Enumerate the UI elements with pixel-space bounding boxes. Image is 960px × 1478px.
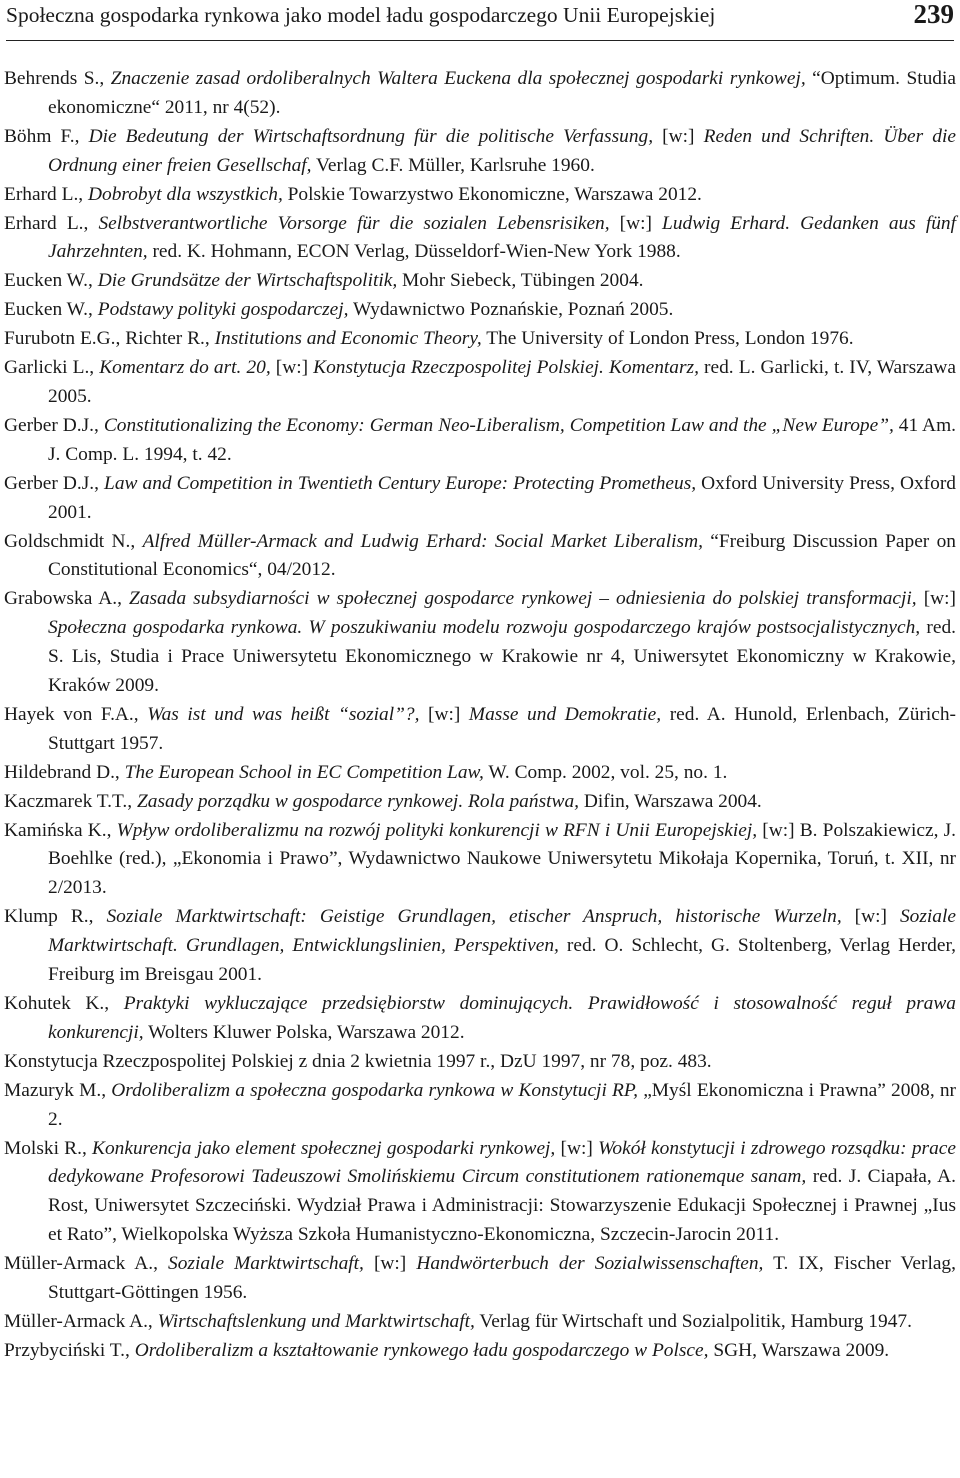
reference-entry-gerber1 <box>4 412 956 470</box>
reference-text: Verlag C.F. Müller, Karlsruhe 1960. <box>311 154 595 176</box>
reference-title: Die Bedeutung der Wirtschaftsordnung für die politische Verfassung, <box>88 125 654 147</box>
reference-entry-behrends <box>4 65 956 123</box>
reference-text: Hayek von F.A., <box>4 703 148 725</box>
reference-entry-eucken2 <box>4 296 956 325</box>
reference-entry-erhard1 <box>4 181 956 210</box>
reference-title: Ordoliberalizm a kształtowanie rynkowego ładu gospodarczego w Polsce, <box>134 1339 709 1361</box>
reference-entry-eucken1 <box>4 267 956 296</box>
reference-text: Mohr Siebeck, Tübingen 2004. <box>397 270 644 292</box>
reference-title: Społeczna gospodarka rynkowa. W poszukiwaniu modelu rozwoju gospodarczego krajów postsocjalistycznych, <box>48 617 921 639</box>
reference-text: Erhard L., <box>4 212 99 234</box>
page-header <box>6 0 954 41</box>
reference-text: [w:] <box>653 125 704 147</box>
reference-entry-furubotn <box>4 325 956 354</box>
reference-text: red. A. Hunold, Erlenbach, Zürich-Stuttgart 1957. <box>48 703 956 754</box>
reference-entry-kohutek <box>4 990 956 1048</box>
reference-title: The European School in EC Competition Law, <box>124 761 484 783</box>
reference-text: Molski R., <box>4 1137 93 1159</box>
reference-text: [w:] <box>916 588 957 610</box>
reference-text: [w:] <box>609 212 663 234</box>
reference-text: T. IX, Fischer Verlag, Stuttgart-Göttingen 1956. <box>48 1253 956 1304</box>
bibliography-list <box>4 65 956 1366</box>
reference-title: Masse und Demokratie, <box>468 703 662 725</box>
reference-title: Was ist und was heißt “sozial”?, <box>147 703 420 725</box>
reference-text: Eucken W., <box>4 299 98 321</box>
reference-title: Konstytucja Rzeczpospolitej Polskiej. Komentarz, <box>313 357 699 379</box>
reference-entry-molski <box>4 1135 956 1251</box>
reference-title: Dobrobyt dla wszystkich, <box>88 183 283 205</box>
reference-text: Klump R., <box>4 906 107 928</box>
reference-text: Difin, Warszawa 2004. <box>579 790 762 812</box>
reference-title: Soziale Marktwirtschaft, <box>168 1253 364 1275</box>
reference-text: Böhm F., <box>4 125 89 147</box>
running-title: Społeczna gospodarka rynkowa jako model ładu gospodarczego Unii Europejskiej <box>6 3 716 27</box>
reference-text: red. O. Schlecht, G. Stoltenberg, Verlag Herder, Freiburg im Breisgau 2001. <box>48 935 957 986</box>
page-number: 239 <box>913 0 954 29</box>
reference-title: Soziale Marktwirtschaft. Grundlagen, Entwicklungslinien, Perspektiven, <box>48 906 956 957</box>
reference-text: “Freiburg Discussion Paper on Constitutional Economics“, 04/2012. <box>48 530 957 581</box>
reference-text: Müller-Armack A., <box>4 1310 158 1332</box>
reference-text: Kohutek K., <box>4 993 124 1014</box>
reference-text: The University of London Press, London 1976. <box>481 328 854 350</box>
reference-text: Wydawnictwo Poznańskie, Poznań 2005. <box>348 299 674 321</box>
reference-title: Institutions and Economic Theory, <box>214 328 482 350</box>
reference-entry-grabowska <box>4 585 956 701</box>
reference-text: red. K. Hohmann, ECON Verlag, Düsseldorf-Wien-New York 1988. <box>147 241 681 263</box>
reference-entry-bohm <box>4 123 956 181</box>
reference-entry-mazuryk <box>4 1077 956 1135</box>
reference-text: [w:] <box>270 357 314 379</box>
reference-text: Kamińska K., <box>4 819 117 841</box>
reference-text: Behrends S. <box>4 68 100 89</box>
reference-entry-garlicki <box>4 354 956 412</box>
reference-entry-goldschmidt <box>4 528 956 586</box>
reference-text: Gerber D.J., <box>4 414 104 436</box>
reference-title: Ludwig Erhard. Gedanken aus fünf Jahrzehnten, <box>48 212 956 263</box>
reference-text: [w:] <box>419 703 469 725</box>
reference-title: Komentarz do art. 20, <box>99 357 271 379</box>
reference-title: Wirtschaftslenkung und Marktwirtschaft, <box>157 1310 475 1332</box>
reference-entry-kaminska <box>4 817 956 904</box>
reference-text: Gerber D.J., <box>4 472 105 494</box>
reference-text: [w:] <box>841 906 900 928</box>
reference-text: Konstytucja Rzeczpospolitej Polskiej z dnia 2 kwietnia 1997 r., DzU 1997, nr 78, poz. 483. <box>4 1050 712 1072</box>
reference-text: Wolters Kluwer Polska, Warszawa 2012. <box>143 1021 465 1043</box>
reference-entry-erhard2 <box>4 210 956 268</box>
reference-text: Verlag für Wirtschaft und Sozialpolitik, Hamburg 1947. <box>474 1310 912 1332</box>
reference-title: Zasady porządku w gospodarce rynkowej. Rola państwa, <box>136 790 579 812</box>
reference-title: Wokół konstytucji i zdrowego rozsądku: prace dedykowane Profesorowi Tadeuszowi Smolińskiemu Circum constitutionem rationemque sanam, <box>48 1137 956 1188</box>
reference-text: SGH, Warszawa 2009. <box>708 1339 890 1361</box>
reference-text: Goldschmidt N., <box>4 530 143 552</box>
reference-title: Constitutionalizing the Economy: German Neo-Liberalism, Competition Law and the „New Europe”, <box>103 414 894 436</box>
reference-title: Zasada subsydiarności w społecznej gospodarce rynkowej – odniesienia do polskiej transformacji, <box>129 588 917 610</box>
reference-title: Reden und Schriften. Über die Ordnung einer freien Gesellschaf, <box>48 125 956 176</box>
reference-text: Furubotn E.G., Richter R., <box>4 328 215 350</box>
reference-title: Die Grundsätze der Wirtschaftspolitik, <box>97 270 398 292</box>
reference-text: Znaczenie zasad ordoliberalnych Waltera Euckena dla społecznej gospodarki rynkowej, <box>110 68 806 89</box>
reference-title: Ordoliberalizm a społeczna gospodarka rynkowa w Konstytucji RP, <box>111 1079 639 1101</box>
reference-text: Eucken W., <box>4 270 98 292</box>
reference-entry-gerber2 <box>4 470 956 528</box>
reference-text: Polskie Towarzystwo Ekonomiczne, Warszawa 2012. <box>282 183 702 205</box>
reference-text: Müller-Armack A., <box>4 1253 169 1275</box>
reference-text: [w:] <box>363 1253 417 1275</box>
reference-text: Hildebrand D., <box>4 761 125 783</box>
reference-title: Wpływ ordoliberalizmu na rozwój polityki konkurencji w RFN i Unii Europejskiej, <box>116 819 758 841</box>
reference-text: Kaczmarek T.T., <box>4 790 137 812</box>
reference-title: Law and Competition in Twentieth Century Europe: Protecting Prometheus, <box>104 472 697 494</box>
reference-title: Handwörterbuch der Sozialwissenschaften, <box>416 1253 764 1275</box>
reference-text: [w:] B. Polszakiewicz, J. Boehlke (red.), „Ekonomia i Prawo”, Wydawnictwo Naukowe Uniwersytetu Mikołaja Kopernika, Toruń, t. XII, nr 2/2013. <box>48 819 956 899</box>
reference-text: red. S. Lis, Studia i Prace Uniwersytetu Ekonomicznego w Krakowie nr 4, Uniwersytet Ekonomiczny w Krakowie, Kraków 2009. <box>48 617 956 697</box>
reference-text: , <box>99 68 111 89</box>
reference-text: Oxford University Press, Oxford 2001. <box>48 472 956 523</box>
reference-entry-muller2 <box>4 1308 956 1337</box>
reference-text: [w:] <box>555 1137 599 1159</box>
reference-text: Mazuryk M., <box>4 1079 112 1101</box>
reference-text: Garlicki L., <box>4 357 100 379</box>
reference-title: Selbstverantwortliche Vorsorge für die sozialen Lebensrisiken, <box>98 212 610 234</box>
reference-title: Praktyki wykluczające przedsiębiorstw dominujących. Prawidłowość i stosowalność reguł prawa konkurencji, <box>48 993 956 1043</box>
reference-entry-konstytucja <box>4 1048 956 1077</box>
reference-text: “Optimum. Studia ekonomiczne“ 2011, nr 4(52). <box>48 68 957 118</box>
reference-text: Grabowska A., <box>4 588 130 610</box>
reference-entry-klump <box>4 903 956 990</box>
reference-title: Podstawy polityki gospodarczej, <box>97 299 349 321</box>
reference-title: Konkurencja jako element społecznej gospodarki rynkowej, <box>92 1137 556 1159</box>
reference-text: Erhard L., <box>4 183 88 205</box>
reference-text: red. J. Ciapała, A. Rost, Uniwersytet Szczeciński. Wydział Prawa i Administracji: Stowarzyszenie Edukacji Społecznej i Prawnej „Ius et Rato”, Wielkopolska Wyższa Szkoła Humanistyczno-Ekonomiczna, Szczecin-Jarocin 2011. <box>48 1166 956 1246</box>
reference-text: W. Comp. 2002, vol. 25, no. 1. <box>483 761 728 783</box>
reference-entry-przybycinski <box>4 1337 956 1366</box>
reference-title: Alfred Müller-Armack and Ludwig Erhard: Social Market Liberalism, <box>142 530 703 552</box>
reference-entry-hildebrand <box>4 759 956 788</box>
reference-text: „Myśl Ekonomiczna i Prawna” 2008, nr 2. <box>48 1079 956 1130</box>
reference-text: 41 Am. J. Comp. L. 1994, t. 42. <box>48 414 956 465</box>
reference-entry-muller1 <box>4 1250 956 1308</box>
reference-text: Przybyciński T., <box>4 1339 135 1361</box>
reference-entry-kaczmarek <box>4 788 956 817</box>
reference-entry-hayek <box>4 701 956 759</box>
reference-text: red. L. Garlicki, t. IV, Warszawa 2005. <box>48 357 956 407</box>
reference-title: Soziale Marktwirtschaft: Geistige Grundlagen, etischer Anspruch, historische Wurzeln, <box>106 906 842 928</box>
